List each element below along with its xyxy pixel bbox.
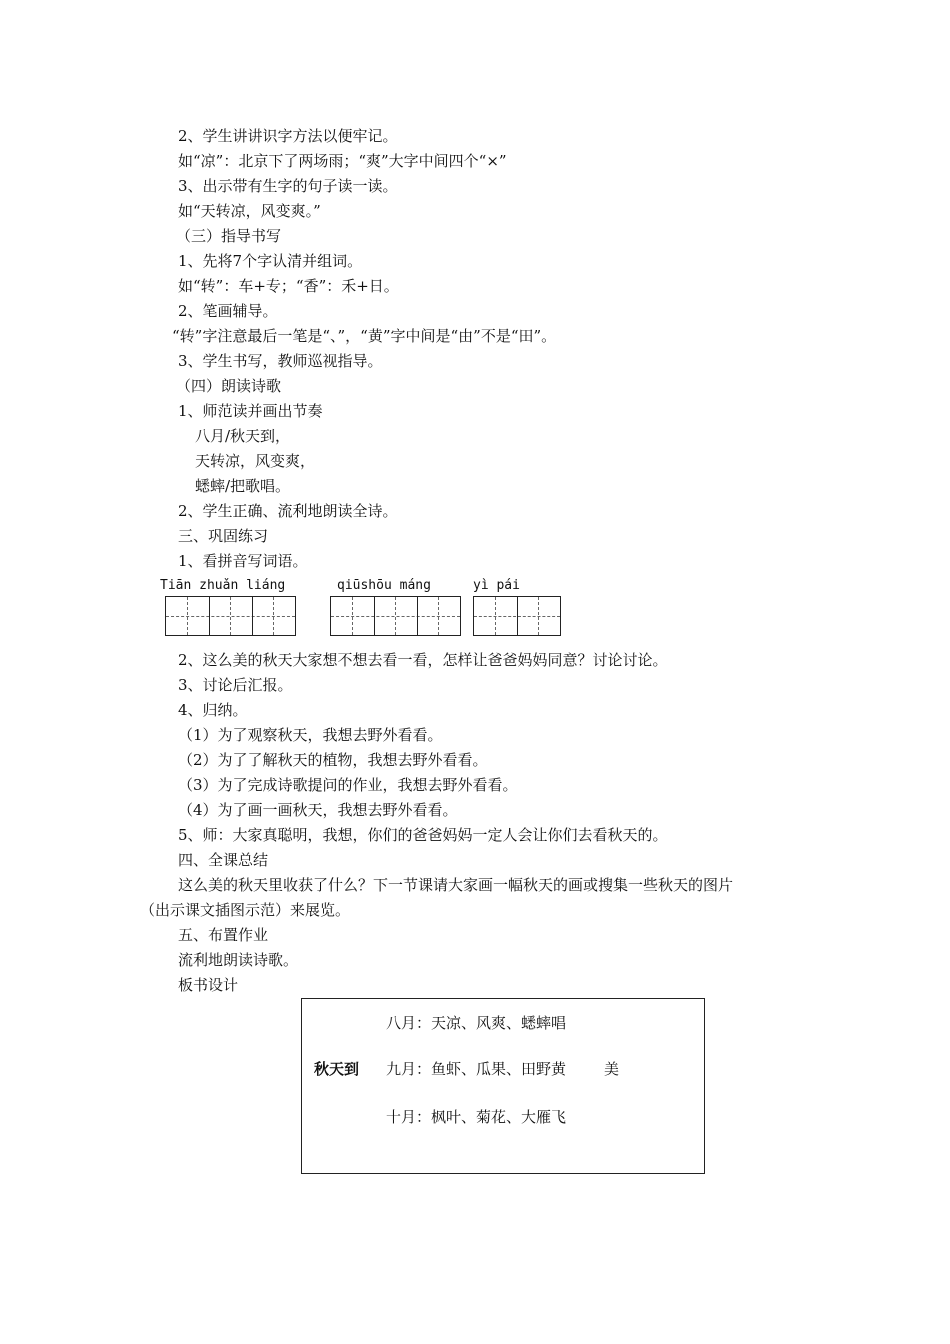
text-line: 这么美的秋天里收获了什么？下一节课请大家画一幅秋天的画或搜集一些秋天的图片 bbox=[178, 876, 734, 894]
text-line: （4）为了画一画秋天，我想去野外看看。 bbox=[178, 801, 458, 819]
writing-grid[interactable] bbox=[473, 596, 561, 636]
text-line: 3、学生书写，教师巡视指导。 bbox=[178, 352, 383, 370]
text-line: 2、学生讲讲识字方法以便牢记。 bbox=[178, 127, 398, 145]
board-mei: 美 bbox=[604, 1060, 620, 1078]
board-row: 八月：天凉、风爽、蟋蟀唱 bbox=[386, 1014, 567, 1032]
text-line: 1、看拼音写词语。 bbox=[178, 552, 308, 570]
board-row: 九月：鱼虾、瓜果、田野黄 bbox=[386, 1060, 567, 1078]
text-line: 2、学生正确、流利地朗读全诗。 bbox=[178, 502, 398, 520]
writing-grid[interactable] bbox=[330, 596, 461, 636]
text-line: （2）为了了解秋天的植物，我想去野外看看。 bbox=[178, 751, 488, 769]
text-line: 流利地朗读诗歌。 bbox=[178, 951, 299, 969]
text-line: 如“天转凉，风变爽。” bbox=[178, 202, 321, 220]
text-line: 如“转”：车+专；“香”：禾+日。 bbox=[178, 277, 399, 295]
section-heading: 四、全课总结 bbox=[178, 851, 269, 869]
section-heading: 五、布置作业 bbox=[178, 926, 269, 944]
poem-line: 八月/秋天到， bbox=[195, 427, 291, 445]
pinyin-label: Tiān zhuǎn liáng bbox=[160, 578, 286, 593]
writing-grid[interactable] bbox=[165, 596, 296, 636]
section-heading: （三）指导书写 bbox=[176, 227, 282, 245]
text-line: （出示课文插图示范）来展览。 bbox=[140, 901, 351, 919]
text-line: 3、出示带有生字的句子读一读。 bbox=[178, 177, 398, 195]
blackboard-design-box bbox=[301, 998, 705, 1174]
section-heading: （四）朗读诗歌 bbox=[176, 377, 282, 395]
text-line: 2、这么美的秋天大家想不想去看一看，怎样让爸爸妈妈同意？讨论讨论。 bbox=[178, 651, 668, 669]
section-heading: 三、巩固练习 bbox=[178, 527, 269, 545]
board-title: 秋天到 bbox=[314, 1060, 360, 1078]
text-line: 如“凉”：北京下了两场雨；“爽”大字中间四个“×” bbox=[178, 152, 507, 170]
text-line: 1、师范读并画出节奏 bbox=[178, 402, 323, 420]
board-row: 十月：枫叶、菊花、大雁飞 bbox=[386, 1108, 567, 1126]
text-line: 板书设计 bbox=[178, 976, 239, 994]
text-line: （1）为了观察秋天，我想去野外看看。 bbox=[178, 726, 443, 744]
text-line: 2、笔画辅导。 bbox=[178, 302, 278, 320]
pinyin-label: yì pái bbox=[473, 578, 520, 593]
text-line: 1、先将7个字认清并组词。 bbox=[178, 252, 363, 270]
text-line: （3）为了完成诗歌提问的作业，我想去野外看看。 bbox=[178, 776, 518, 794]
poem-line: 蟋蟀/把歌唱。 bbox=[195, 477, 291, 495]
pinyin-label: qiūshōu máng bbox=[337, 578, 431, 593]
text-line: “转”字注意最后一笔是“、”，“黄”字中间是“由”不是“田”。 bbox=[172, 327, 557, 345]
text-line: 3、讨论后汇报。 bbox=[178, 676, 293, 694]
text-line: 5、师：大家真聪明，我想，你们的爸爸妈妈一定人会让你们去看秋天的。 bbox=[178, 826, 668, 844]
poem-line: 天转凉，风变爽， bbox=[195, 452, 316, 470]
text-line: 4、归纳。 bbox=[178, 701, 248, 719]
